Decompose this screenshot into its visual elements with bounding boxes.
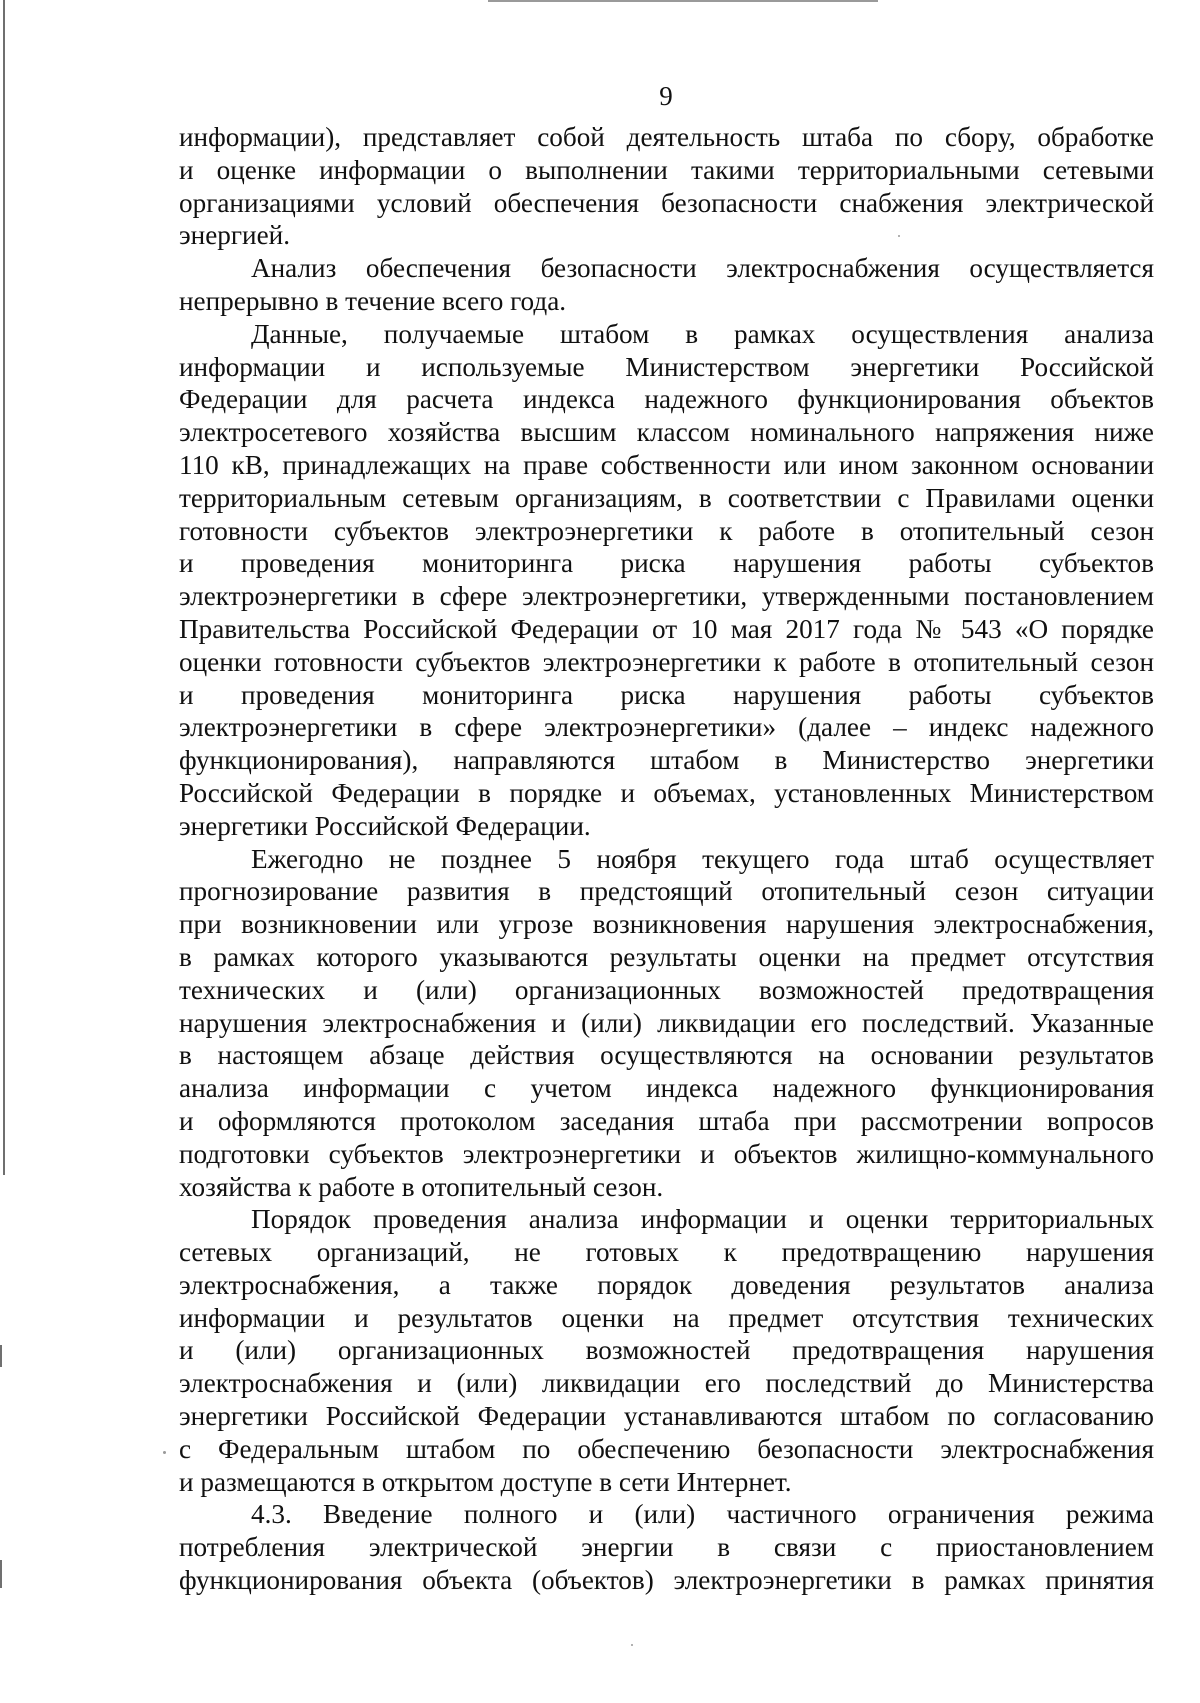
text-line: оценки готовности субъектов электроэнергетики к работе в отопительный сезон bbox=[179, 646, 1154, 677]
text-line: в настоящем абзаце действия осуществляются на основании результатов bbox=[179, 1040, 1154, 1071]
text-line: электроэнергетики в сфере электроэнергетики, утвержденными постановлением bbox=[179, 581, 1154, 612]
text-line: электроснабжения, а также порядок доведения результатов анализа bbox=[179, 1269, 1154, 1300]
text-line: Федерации для расчета индекса надежного функционирования объектов bbox=[179, 384, 1154, 415]
text-line: функционирования), направляются штабом в Министерство энергетики bbox=[179, 745, 1154, 776]
text-line: энергетики Российской Федерации устанавливаются штабом по согласованию bbox=[179, 1401, 1154, 1432]
text-line: энергией. bbox=[179, 220, 290, 251]
text-line: прогнозирование развития в предстоящий отопительный сезон ситуации bbox=[179, 876, 1154, 907]
text-line: Данные, получаемые штабом в рамках осуществления анализа bbox=[251, 318, 1154, 349]
text-line: и (или) организационных возможностей предотвращения нарушения bbox=[179, 1335, 1154, 1366]
text-line: функционирования объекта (объектов) электроэнергетики в рамках принятия bbox=[179, 1565, 1154, 1596]
text-line: с Федеральным штабом по обеспечению безопасности электроснабжения bbox=[179, 1433, 1154, 1464]
text-line: и размещаются в открытом доступе в сети Интернет. bbox=[179, 1466, 792, 1497]
scan-speck bbox=[163, 1451, 166, 1454]
text-line: в рамках которого указываются результаты оценки на предмет отсутствия bbox=[179, 941, 1154, 972]
text-line: подготовки субъектов электроэнергетики и объектов жилищно-коммунального bbox=[179, 1138, 1154, 1169]
scan-speck bbox=[898, 235, 900, 237]
scan-top-rule bbox=[488, 0, 878, 2]
text-line: информации), представляет собой деятельность штаба по сбору, обработке bbox=[179, 122, 1154, 152]
text-line: территориальным сетевым организациям, в соответствии с Правилами оценки bbox=[179, 482, 1154, 513]
text-line: анализа информации с учетом индекса надежного функционирования bbox=[179, 1073, 1154, 1104]
text-line: и проведения мониторинга риска нарушения работы субъектов bbox=[179, 548, 1154, 579]
text-line: сетевых организаций, не готовых к предотвращению нарушения bbox=[179, 1237, 1154, 1268]
paragraph bbox=[179, 843, 1154, 1204]
text-line: непрерывно в течение всего года. bbox=[179, 285, 567, 316]
text-line: потребления электрической энергии в связи с приостановлением bbox=[179, 1532, 1154, 1563]
text-line: организациями условий обеспечения безопасности снабжения электрической bbox=[179, 187, 1154, 218]
text-line: и проведения мониторинга риска нарушения работы субъектов bbox=[179, 679, 1154, 710]
text-line: энергетики Российской Федерации. bbox=[179, 810, 591, 841]
text-line: информации и используемые Министерством энергетики Российской bbox=[179, 351, 1154, 382]
paragraph bbox=[179, 318, 1154, 843]
page-number: 9 bbox=[659, 81, 673, 111]
text-line: Анализ обеспечения безопасности электроснабжения осуществляется bbox=[251, 253, 1154, 284]
document-body bbox=[179, 121, 1154, 1597]
text-line: технических и (или) организационных возможностей предотвращения bbox=[179, 974, 1154, 1005]
paragraph bbox=[179, 1498, 1154, 1596]
scan-left-mark bbox=[0, 1560, 2, 1588]
text-line: и оформляются протоколом заседания штаба при рассмотрении вопросов bbox=[179, 1105, 1154, 1136]
text-line: и оценке информации о выполнении такими территориальными сетевыми bbox=[179, 154, 1154, 185]
text-line: готовности субъектов электроэнергетики к работе в отопительный сезон bbox=[179, 515, 1154, 546]
text-line: нарушения электроснабжения и (или) ликвидации его последствий. Указанные bbox=[179, 1007, 1154, 1038]
scan-speck bbox=[631, 1644, 633, 1646]
scan-left-edge bbox=[3, 0, 5, 1175]
text-line: электросетевого хозяйства высшим классом номинального напряжения ниже bbox=[179, 417, 1154, 448]
text-line: информации и результатов оценки на предмет отсутствия технических bbox=[179, 1302, 1154, 1333]
text-line: при возникновении или угрозе возникновения нарушения электроснабжения, bbox=[179, 909, 1154, 940]
text-line: Правительства Российской Федерации от 10 мая 2017 года № 543 «О порядке bbox=[179, 613, 1154, 644]
text-line: электроснабжения и (или) ликвидации его последствий до Министерства bbox=[179, 1368, 1154, 1399]
text-line: Ежегодно не позднее 5 ноября текущего года штаб осуществляет bbox=[251, 843, 1154, 874]
paragraph bbox=[179, 121, 1154, 252]
text-line: 110 кВ, принадлежащих на праве собственности или ином законном основании bbox=[179, 449, 1154, 480]
text-line: Российской Федерации в порядке и объемах, установленных Министерством bbox=[179, 777, 1154, 808]
text-line: Порядок проведения анализа информации и оценки территориальных bbox=[251, 1204, 1154, 1235]
text-line: 4.3. Введение полного и (или) частичного ограничения режима bbox=[251, 1499, 1154, 1530]
paragraph bbox=[179, 1203, 1154, 1498]
scan-left-mark bbox=[0, 1345, 2, 1367]
text-line: хозяйства к работе в отопительный сезон. bbox=[179, 1171, 664, 1202]
text-line: электроэнергетики в сфере электроэнергетики» (далее – индекс надежного bbox=[179, 712, 1154, 743]
paragraph bbox=[179, 252, 1154, 318]
